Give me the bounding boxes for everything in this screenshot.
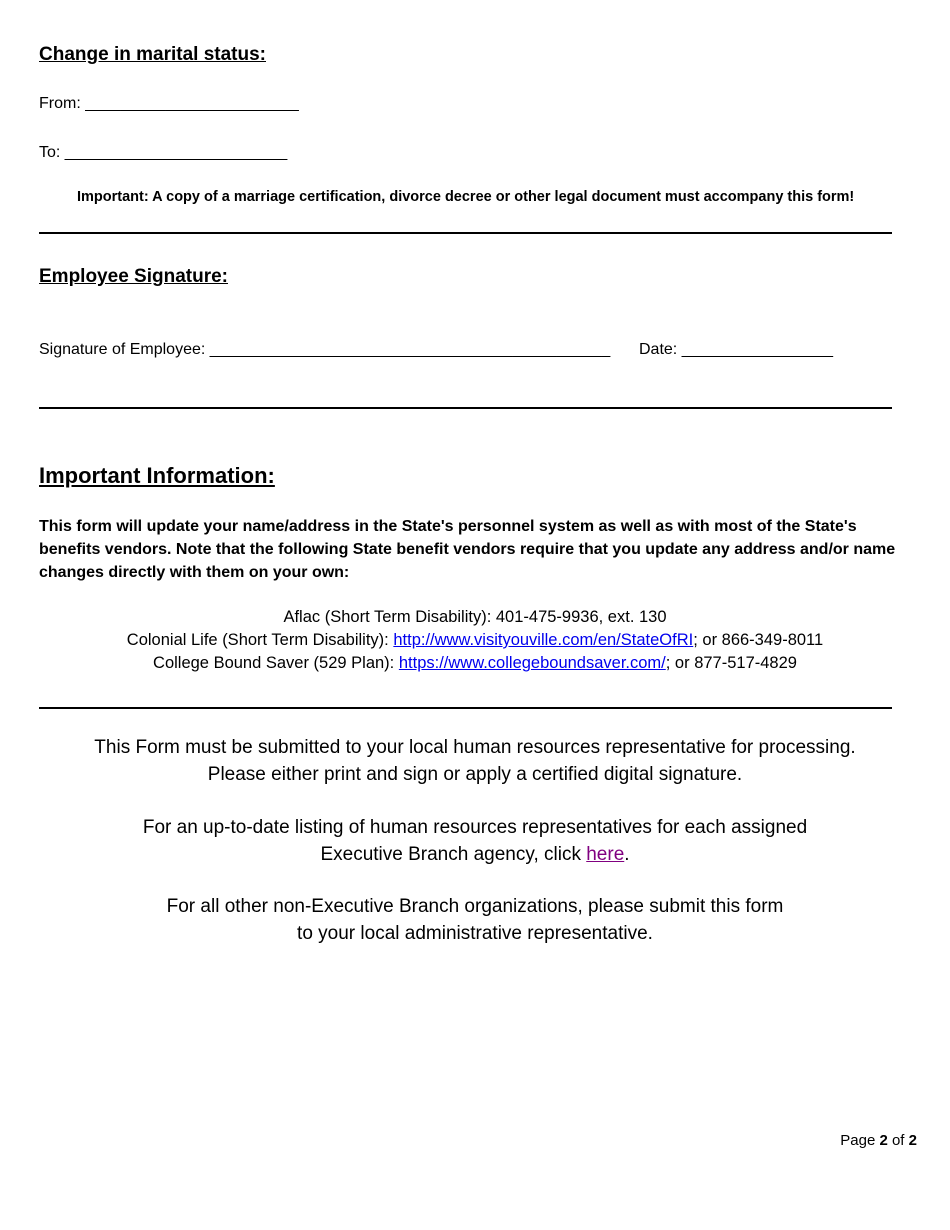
divider-2 [39,407,892,409]
to-field[interactable] [39,144,287,162]
date-field[interactable] [639,341,833,359]
signature-line[interactable]: _____________________________________________ [209,341,611,358]
colonial-life-link[interactable]: http://www.visityouville.com/en/StateOfRI [393,631,694,649]
important-information-heading: Important Information: [39,463,275,488]
vendor-colonial-suffix: ; or 866-349-8011 [693,631,824,649]
instruction-line-6: to your local administrative representative. [297,923,653,944]
vendor-colonial-prefix: Colonial Life (Short Term Disability): [126,631,394,649]
important-note: Important: A copy of a marriage certification, divorce decree or other legal document must accompany this form! [77,189,855,205]
hr-listing-instructions [0,814,950,868]
college-bound-saver-link[interactable]: https://www.collegeboundsaver.com/ [398,654,666,672]
vendor-college-suffix: ; or 877-517-4829 [665,654,797,672]
instruction-line-2: Please either print and sign or apply a certified digital signature. [207,764,743,785]
submission-instructions [0,734,950,788]
signature-field[interactable] [39,341,610,359]
page-current: 2 [879,1132,888,1149]
to-label: To: [39,144,61,161]
vendor-list [0,606,950,675]
divider-3 [39,707,892,709]
info-paragraph: This form will update your name/address in the State's personnel system as well as with most of the State's benefits vendors. Note that the following State benefit vendors require that you update any address and/or name changes directly with them on your own: [39,518,896,581]
vendor-colonial-life [0,629,950,652]
date-label: Date: [639,341,678,358]
vendor-college-prefix: College Bound Saver (529 Plan): [153,654,399,672]
from-field[interactable] [39,95,299,113]
vendor-college-bound [0,652,950,675]
page-middle: of [887,1132,909,1149]
instruction-line-4-suffix: . [624,844,630,865]
employee-signature-heading: Employee Signature: [39,266,228,287]
instruction-line-1: This Form must be submitted to your local human resources representative for processing. [94,737,856,758]
page-number [840,1132,917,1149]
to-line[interactable]: _________________________ [64,144,288,161]
non-executive-instructions [0,893,950,947]
date-line[interactable]: _________________ [681,341,833,358]
signature-label: Signature of Employee: [39,341,206,358]
page-total: 2 [908,1132,917,1149]
instruction-line-5: For all other non-Executive Branch organizations, please submit this form [166,896,784,917]
marital-status-heading: Change in marital status: [39,44,266,65]
vendor-aflac [0,606,950,629]
from-label: From: [39,95,81,112]
instruction-line-4-prefix: Executive Branch agency, click [320,844,587,865]
instruction-line-4 [0,841,950,868]
divider-1 [39,232,892,234]
instruction-line-3: For an up-to-date listing of human resources representatives for each assigned [142,817,808,838]
from-line[interactable]: ________________________ [85,95,299,112]
page-prefix: Page [840,1132,880,1149]
vendor-aflac-text: Aflac (Short Term Disability): 401-475-9936, ext. 130 [283,608,667,626]
hr-representatives-link[interactable]: here [586,844,625,865]
